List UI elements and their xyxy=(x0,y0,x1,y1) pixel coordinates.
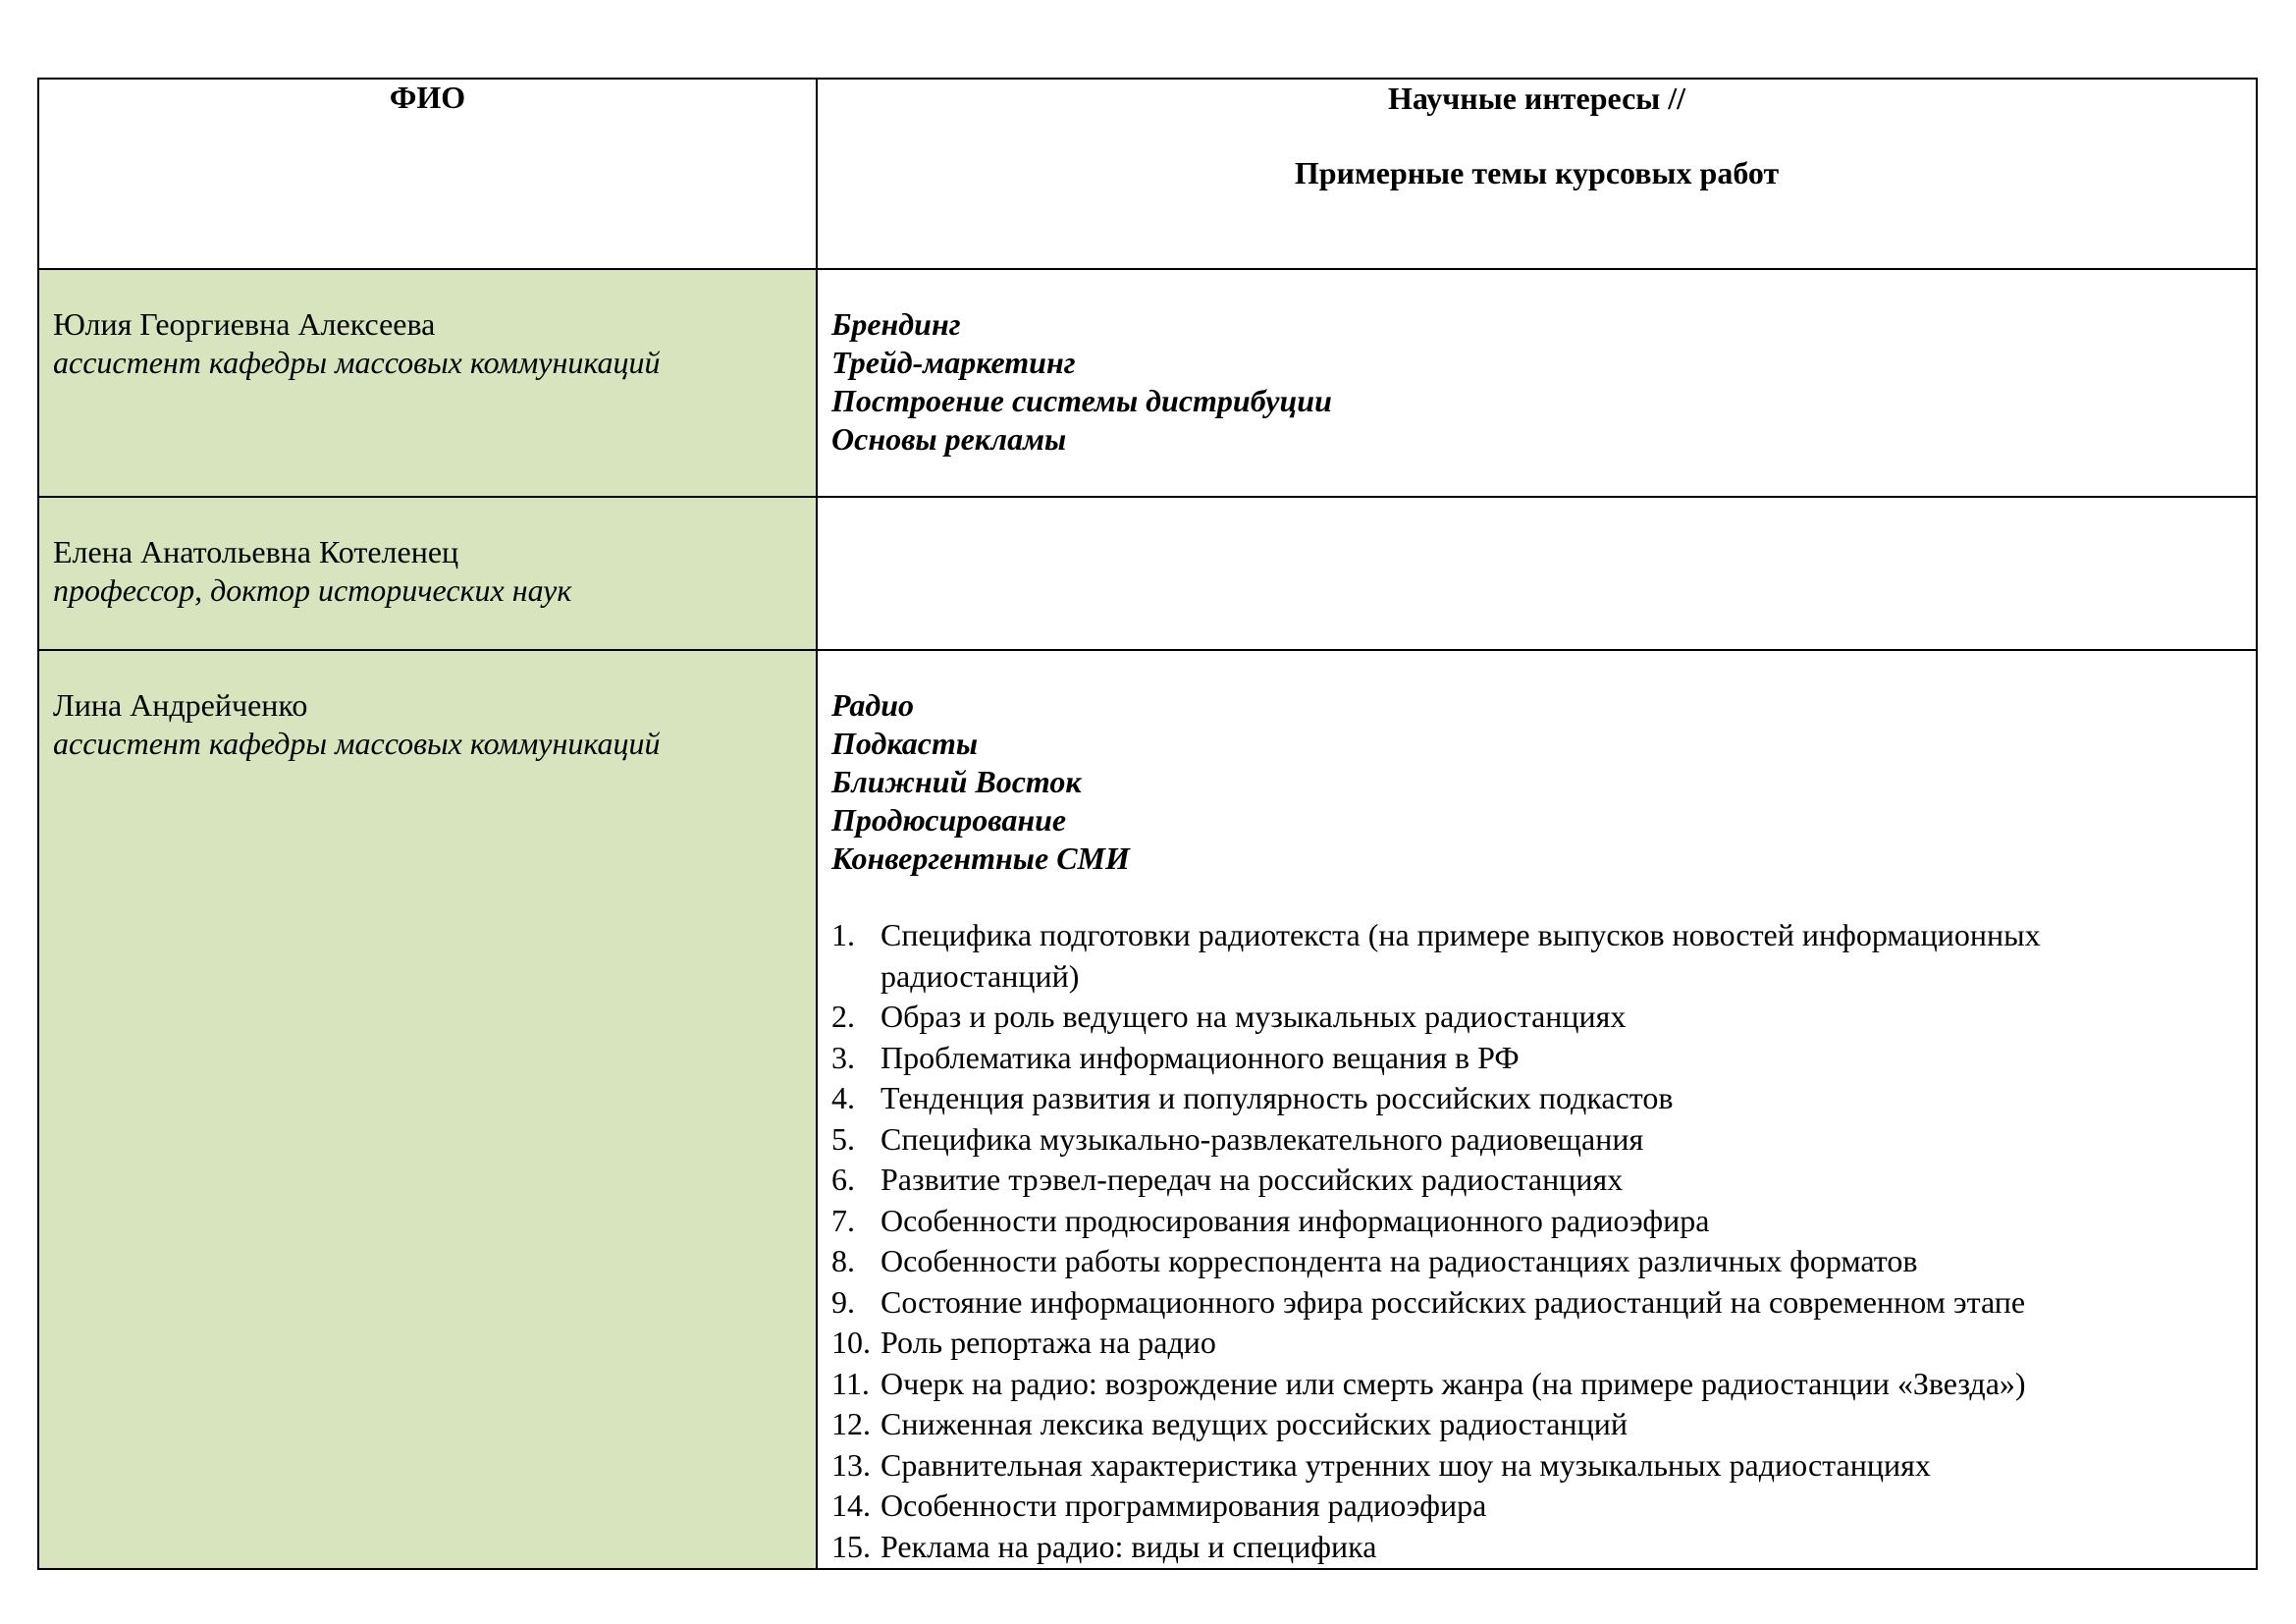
topic-number: 9. xyxy=(831,1283,855,1320)
topic-text: Развитие трэвел-передач на российских радиостанциях xyxy=(881,1162,1624,1197)
interest-item: Продюсирование xyxy=(831,802,1067,838)
person-name: Юлия Георгиевна Алексеева xyxy=(53,306,436,342)
list-item xyxy=(831,997,2242,1038)
interest-item: Трейд-маркетинг xyxy=(831,345,1076,380)
topic-number: 14. xyxy=(831,1488,871,1523)
topic-number: 1. xyxy=(831,917,855,952)
topic-text: Тенденция развития и популярность российских подкастов xyxy=(881,1080,1674,1115)
topic-text: Сниженная лексика ведущих российских радиостанций xyxy=(881,1406,1628,1441)
topic-text: Особенности программирования радиоэфира xyxy=(881,1488,1487,1523)
topic-number: 13. xyxy=(831,1446,871,1483)
list-item xyxy=(831,1160,2242,1201)
topic-number: 3. xyxy=(831,1039,855,1075)
person-cell xyxy=(38,650,817,1569)
list-item xyxy=(831,1364,2242,1405)
topic-number: 7. xyxy=(831,1202,855,1238)
interest-item: Брендинг xyxy=(831,306,961,342)
topic-number: 2. xyxy=(831,999,855,1034)
list-item xyxy=(831,915,2242,997)
interest-item: Основы рекламы xyxy=(831,421,1067,457)
topic-text: Образ и роль ведущего на музыкальных радиостанциях xyxy=(881,999,1627,1034)
person-cell xyxy=(38,269,817,497)
interest-item: Конвергентные СМИ xyxy=(831,840,1130,876)
table-row xyxy=(38,650,2257,1569)
topic-text: Проблематика информационного вещания в РФ xyxy=(881,1039,1520,1075)
interest-item: Построение системы дистрибуции xyxy=(831,383,1332,418)
topic-text: Специфика музыкально-развлекательного радиовещания xyxy=(881,1120,1644,1157)
topic-number: 11. xyxy=(831,1365,870,1401)
list-item xyxy=(831,1527,2242,1568)
topic-number: 12. xyxy=(831,1406,871,1441)
header-fio-label: ФИО xyxy=(389,80,466,115)
interest-item: Подкасты xyxy=(831,726,979,761)
person-position: профессор, доктор исторических наук xyxy=(53,572,572,608)
list-item xyxy=(831,1241,2242,1282)
list-item xyxy=(831,1404,2242,1445)
topic-number: 5. xyxy=(831,1120,855,1157)
topic-number: 15. xyxy=(831,1528,871,1564)
supervisors-table xyxy=(37,78,2258,1570)
list-item xyxy=(831,1282,2242,1324)
topic-text: Особенности продюсирования информационного радиоэфира xyxy=(881,1202,1710,1238)
list-item xyxy=(831,1201,2242,1242)
person-name: Лина Андрейченко xyxy=(53,687,308,723)
list-item xyxy=(831,1323,2242,1364)
person-cell xyxy=(38,497,817,650)
list-item xyxy=(831,1486,2242,1527)
list-item xyxy=(831,1078,2242,1119)
header-topics-label: Примерные темы курсовых работ xyxy=(1294,155,1780,190)
topic-text: Специфика подготовки радиотекста (на примере выпусков новостей информационных радиостанций) xyxy=(881,917,2041,994)
interest-item: Радио xyxy=(831,687,914,723)
topic-number: 10. xyxy=(831,1325,871,1360)
topic-text: Очерк на радио: возрождение или смерть жанра (на примере радиостанции «Звезда») xyxy=(881,1365,2026,1401)
topic-number: 6. xyxy=(831,1162,855,1197)
interests-cell xyxy=(817,269,2257,497)
table-row xyxy=(38,269,2257,497)
topic-text: Реклама на радио: виды и специфика xyxy=(881,1528,1377,1564)
header-fio-cell xyxy=(38,79,817,269)
table-header-row xyxy=(38,79,2257,269)
table-row xyxy=(38,497,2257,650)
interests-cell xyxy=(817,497,2257,650)
interests-cell xyxy=(817,650,2257,1569)
interest-item: Ближний Восток xyxy=(831,764,1082,799)
person-name: Елена Анатольевна Котеленец xyxy=(53,534,459,569)
topic-number: 8. xyxy=(831,1243,855,1278)
person-position: ассистент кафедры массовых коммуникаций xyxy=(53,726,661,761)
topic-text: Состояние информационного эфира российских радиостанций на современном этапе xyxy=(881,1283,2026,1320)
list-item xyxy=(831,1038,2242,1079)
list-item xyxy=(831,1119,2242,1161)
topic-text: Особенности работы корреспондента на радиостанциях различных форматов xyxy=(881,1243,1918,1278)
list-item xyxy=(831,1445,2242,1487)
person-position: ассистент кафедры массовых коммуникаций xyxy=(53,345,661,380)
topic-text: Роль репортажа на радио xyxy=(881,1325,1216,1360)
topic-text: Сравнительная характеристика утренних шоу на музыкальных радиостанциях xyxy=(881,1446,1931,1483)
header-interests-cell xyxy=(817,79,2257,269)
header-interests-label: Научные интересы // xyxy=(1387,81,1686,116)
topic-number: 4. xyxy=(831,1080,855,1115)
topics-list xyxy=(831,915,2242,1567)
